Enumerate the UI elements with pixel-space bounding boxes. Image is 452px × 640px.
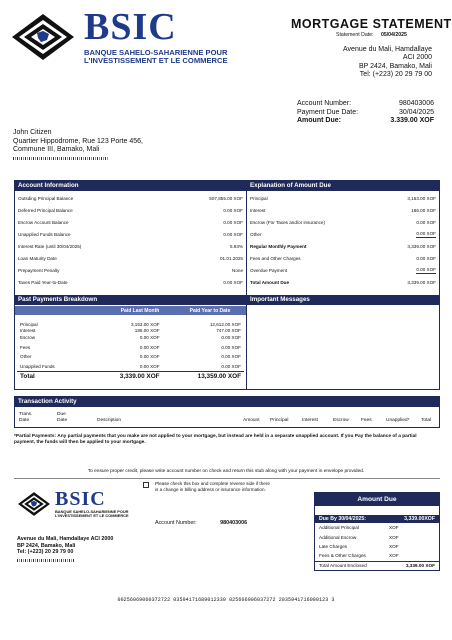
partial-payments-note: *Partial Payments: Any partial payments that you make are not applied to your mortgage, but instead are held in a separate unapplied account. If you Pay the balance of a partial payment, the funds will then be applied to your mortgage. (14, 434, 417, 445)
account-info-row (15, 252, 246, 264)
amount-due-value: 3,153.00 XOF (407, 195, 436, 201)
col-trans-date-label: Date (19, 417, 30, 423)
amount-due-label: Amount Due: (297, 117, 341, 125)
stub-amount-row (315, 523, 439, 532)
address-change-note-line2: is a change in billing address or insurance information. (155, 486, 266, 492)
past-payments-row (17, 343, 244, 352)
stub-amount-due-title: Amount Due (315, 493, 439, 506)
account-info-label: Prepayment Penalty (18, 267, 60, 273)
bank-full-name-line2: L'INVESTISSEMENT ET LE COMMERCE (84, 56, 228, 66)
past-payments-last: 0.00 XOF (139, 363, 160, 369)
account-number-label: Account Number: (297, 100, 352, 107)
account-info-value: 507,855.00 XOF (209, 195, 243, 201)
amount-due-row (247, 192, 439, 204)
statement-date-value: 05/04/2025 (380, 32, 407, 38)
transactions-title: Transaction Activity (15, 397, 439, 407)
stub-due-by-row (315, 515, 439, 523)
bank-address-line1: Avenue du Mali, Hamdallaye (343, 46, 432, 53)
amount-due-value: 0.00 XOF (416, 255, 436, 261)
account-info-row (15, 192, 246, 204)
amount-due-row (247, 240, 439, 252)
stub-amount-value[interactable]: XOF (389, 553, 399, 559)
stub-due-by-label: Due By 30/04/2025: (319, 516, 367, 522)
account-info-panel (15, 181, 247, 295)
col-trans-label: Trans. (19, 412, 33, 417)
amount-due-value: 186.00 XOF (411, 207, 436, 213)
account-info-label: Interest Rate (until 30/04/2025) (18, 243, 82, 249)
stub-bank-full-name-line1: BANQUE SAHELO-SAHARIENNE POUR (55, 509, 129, 514)
amount-due-label: Other (250, 231, 262, 237)
stub-instructions: To ensure proper credit, please write account number on check and return this stub along with your payment in envelope provided. (87, 469, 365, 474)
col-paid-ytd: Paid Year to Date (189, 307, 231, 314)
stub-address-line2: BP 2424, Bamako, Mali (17, 542, 76, 549)
past-payments-row (17, 352, 244, 361)
col-total: Total (421, 417, 432, 423)
col-trans-date (19, 412, 32, 423)
due-date-value: 30/04/2025 (398, 108, 434, 116)
messages-panel (247, 295, 439, 389)
account-info-label: Loan Maturity Date (18, 255, 57, 261)
account-info-label: Outsding Principal Balance (18, 195, 74, 201)
stub-separator (14, 478, 440, 479)
bank-logo (10, 12, 76, 62)
past-payments-ytd: 747.00 XOF (216, 327, 241, 333)
past-payments-row (17, 333, 244, 342)
account-info-rows (15, 191, 246, 288)
stub-account-number-value: 980403006 (220, 520, 248, 526)
past-payments-row (17, 328, 244, 334)
bank-address (343, 46, 432, 80)
micr-line: 00256069060372722 03594171689012330 025606906037272 2035941716090123 3 (117, 597, 335, 603)
past-payments-ytd: 12,612.00 XOF (209, 322, 241, 328)
amount-due-value: 3.339.00 XOF (390, 117, 434, 125)
stub-amount-rows (315, 523, 439, 570)
amount-due-label: Total Amount Due (250, 279, 290, 285)
stub-amount-label: Fees & Other Charges (319, 553, 366, 559)
stub-logo (17, 491, 51, 517)
account-info-row (15, 240, 246, 252)
stub-amount-due-box (314, 492, 440, 571)
amount-due-label: Fees and Other Charges (250, 255, 301, 261)
col-fees: Fees (361, 417, 372, 423)
account-info-value: 0.00 XOF (223, 231, 243, 237)
past-payments-rows (15, 315, 246, 371)
amount-due-label: Interest (250, 207, 266, 213)
past-payments-title: Past Payments Breakdown (15, 295, 246, 305)
account-info-label: Deferred Principal Balance (18, 207, 73, 213)
past-payments-label: Other (20, 354, 32, 360)
customer-address (13, 129, 143, 155)
address-change-note-line1: Please check this box and complete reverse side if there (155, 481, 270, 486)
past-payments-ytd: 0.00 XOF (221, 344, 241, 350)
past-payments-last: 3,153.00 XOF (130, 322, 160, 328)
stub-amount-value[interactable]: 3,339.00 XOF (405, 563, 435, 569)
past-payments-last: 186.00 XOF (134, 327, 160, 333)
account-info-label: Taxes Paid Year-to-Date (18, 279, 68, 285)
account-info-row (15, 204, 246, 216)
past-total-last: 3,339.00 XOF (119, 372, 160, 380)
info-grid (14, 180, 440, 390)
amount-due-rows (247, 191, 439, 288)
stub-account-number (155, 520, 247, 526)
stub-logo-icon (17, 491, 51, 517)
stub-amount-label: Additional Principal (319, 525, 359, 531)
stub-address-line3: Tel: (+223) 20 29 79 00 (17, 549, 74, 556)
col-principal: Principal (270, 417, 289, 423)
bank-address-line3: BP 2424, Bamako, Mali (358, 62, 432, 70)
amount-due-value: 0.00 XOF (416, 219, 436, 225)
past-payments-ytd: 0.00 XOF (221, 354, 241, 360)
past-payments-col-headers (15, 305, 246, 315)
address-change-checkbox[interactable] (143, 482, 149, 488)
past-payments-label: Interest (20, 327, 36, 333)
statement-date-label: Statement Date: (336, 32, 374, 38)
col-due-label: Due (57, 412, 66, 417)
due-date-label: Payment Due Date: (297, 108, 359, 116)
amount-due-row (247, 228, 439, 240)
col-due-date-label: Date (57, 417, 68, 423)
stub-address-line1: Avenue du Mali, Hamdallaye ACI 2000 (17, 536, 114, 542)
past-payments-row (17, 322, 244, 328)
past-payments-total-row (17, 371, 244, 381)
account-info-title: Account Information (15, 181, 246, 191)
past-payments-panel (15, 295, 247, 389)
stub-amount-row (315, 551, 439, 560)
account-info-label: Escrow Account Balance (18, 219, 69, 225)
col-escrow: Escrow (333, 417, 349, 423)
amount-due-panel (247, 181, 439, 295)
stub-bank-address (17, 536, 113, 556)
col-unapplied: Unapplied* (386, 417, 410, 423)
stub-bank-name: BSIC (55, 488, 106, 510)
stub-amount-label: Late Charges (319, 543, 348, 549)
stub-amount-row (315, 532, 439, 541)
account-info-value: 5.93% (229, 243, 243, 249)
bank-tel: Tel: (+223) 20 29 79 00 (359, 71, 432, 79)
messages-title: Important Messages (247, 295, 439, 305)
account-info-value: 0.00 XOF (223, 207, 243, 213)
past-total-label: Total (20, 372, 35, 380)
amount-due-row (247, 264, 439, 276)
account-info-row (15, 264, 246, 276)
transactions-panel (14, 396, 440, 428)
account-info-value: 0.00 XOF (223, 279, 243, 285)
bank-full-name-line1: BANQUE SAHELO-SAHARIENNE POUR (84, 48, 228, 57)
customer-address-line2: Commune III, Bamako, Mali (13, 146, 100, 154)
past-total-ytd: 13,359.00 XOF (197, 372, 241, 380)
past-payments-last: 0.00 XOF (139, 344, 160, 350)
past-payments-last: 0.00 XOF (139, 354, 160, 360)
col-due-date (57, 412, 67, 423)
account-info-label: Unapplied Funds Balance (18, 231, 71, 237)
amount-due-title: Explanation of Amount Due (247, 181, 439, 191)
customer-address-line1: Quartier Hippodrome, Rue 123 Porte 456, (13, 137, 143, 145)
amount-due-row (247, 204, 439, 216)
account-summary (297, 100, 434, 126)
amount-due-label: Escrow (For Taxes and/or insurance) (250, 219, 325, 225)
stub-amount-value[interactable]: XOF (389, 534, 399, 540)
statement-date (336, 32, 407, 38)
account-info-row (15, 276, 246, 288)
amount-due-value: 3,339.00 XOF (407, 243, 436, 249)
bank-logo-icon (10, 12, 76, 62)
stub-amount-row (315, 561, 439, 570)
past-payments-ytd: 0.00 XOF (221, 363, 241, 369)
bank-full-name (84, 49, 228, 66)
amount-due-value: 3,339.00 XOF (407, 279, 436, 285)
amount-due-value: 0.00 XOF (416, 230, 436, 236)
amount-due-label: Regular Monthly Payment (250, 243, 307, 249)
address-change-note (155, 481, 270, 493)
customer-name: John Citizen (13, 129, 52, 136)
statement-title: MORTGAGE STATEMENT (291, 17, 452, 31)
bank-address-line2: ACI 2000 (402, 54, 432, 62)
account-number-value: 980403006 (398, 100, 434, 107)
past-payments-ytd: 0.00 XOF (221, 335, 241, 341)
amount-due-label: Overdue Payment (250, 267, 288, 273)
amount-due-row (247, 252, 439, 264)
amount-due-row (247, 216, 439, 228)
stub-amount-value[interactable]: XOF (389, 543, 399, 549)
account-info-row (15, 228, 246, 240)
past-payments-label: Unapplied Funds (20, 363, 55, 369)
amount-due-label: Principal (250, 195, 268, 201)
stub-amount-row (315, 542, 439, 551)
account-info-value: 01.01.2025 (220, 255, 243, 261)
stub-bank-full-name (55, 510, 129, 519)
amount-due-value: 0.00 XOF (416, 266, 436, 272)
col-paid-last-month: Paid Last Month (120, 307, 160, 314)
col-amount: Amount (243, 417, 260, 423)
past-payments-row (17, 361, 244, 370)
customer-postal-barcode (13, 157, 108, 160)
past-payments-last: 0.00 XOF (139, 335, 160, 341)
bank-name: BSIC (84, 6, 177, 48)
past-payments-label: Principal (20, 322, 38, 328)
past-payments-label: Escrow (20, 335, 36, 341)
account-info-row (15, 216, 246, 228)
stub-postal-barcode (17, 559, 75, 562)
stub-account-number-label: Account Number: (155, 520, 197, 526)
stub-bank-full-name-line2: L'INVESTISSEMENT ET LE COMMERCE (55, 513, 129, 519)
past-payments-label: Fees (20, 344, 31, 350)
stub-amount-label: Additional Escrow (319, 534, 357, 540)
col-description: Description (97, 417, 121, 423)
amount-due-row (247, 276, 439, 288)
stub-due-by-value: 3,339.00XOF (404, 516, 435, 522)
stub-amount-label: Total Amount Enclosed (319, 563, 367, 569)
account-info-value: None (232, 267, 243, 273)
account-info-value: 0.00 XOF (223, 219, 243, 225)
col-interest: Interest (302, 417, 318, 423)
stub-amount-value[interactable]: XOF (389, 525, 399, 531)
